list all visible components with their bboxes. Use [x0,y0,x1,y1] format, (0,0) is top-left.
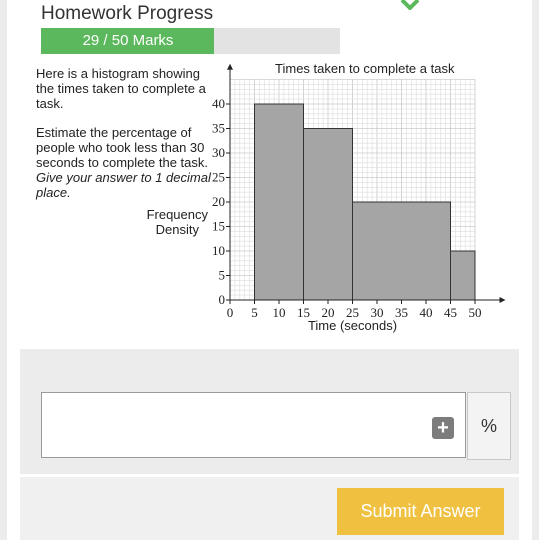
y-tick-label: 20 [212,194,225,209]
plus-icon[interactable]: + [432,417,454,439]
chart-title: Times taken to complete a task [275,61,455,76]
answer-input[interactable] [41,392,466,458]
x-tick-label: 40 [419,305,433,320]
histogram-bar [353,202,451,300]
question-task: Estimate the percentage of people who took less than 30 seconds to complete the task. [36,125,208,170]
x-tick-label: 35 [395,305,408,320]
submit-button[interactable]: Submit Answer [337,488,504,535]
x-tick-label: 50 [468,305,482,320]
x-tick-label: 0 [226,305,234,320]
progress-bar [41,28,340,54]
x-axis-label: Time (seconds) [307,318,398,333]
y-tick-label: 10 [212,243,225,258]
right-frame [532,0,539,540]
x-tick-label: 25 [346,305,359,320]
progress-label: 29 / 50 Marks [82,32,174,49]
y-tick-label: 25 [212,169,225,185]
y-tick-label: 15 [212,218,225,234]
x-tick-label: 10 [272,305,286,320]
histogram-bar [255,104,304,300]
y-axis-label: Density [155,222,199,237]
page-title: Homework Progress [41,3,214,24]
x-tick-label: 15 [297,305,310,320]
x-tick-label: 30 [370,305,384,320]
y-tick-label: 0 [218,292,225,307]
unit-label: % [467,392,511,460]
y-tick-label: 35 [212,120,225,136]
y-tick-label: 40 [212,96,225,111]
left-frame [0,0,7,540]
x-tick-label: 5 [251,305,258,320]
x-tick-label: 45 [444,305,457,320]
check-icon [400,0,420,10]
histogram-chart [130,58,520,343]
y-axis-arrow [227,64,233,70]
histogram-bar [304,129,353,301]
question-hint: Give your answer to 1 decimal place. [36,170,211,200]
histogram-bar [451,251,476,300]
x-tick-label: 20 [321,305,335,320]
x-axis-arrow [500,297,506,303]
question-intro: Here is a histogram showing the times taken to complete a task. [36,66,206,111]
y-tick-label: 30 [212,145,225,160]
y-tick-label: 5 [218,267,225,283]
y-axis-label: Frequency [146,207,208,222]
